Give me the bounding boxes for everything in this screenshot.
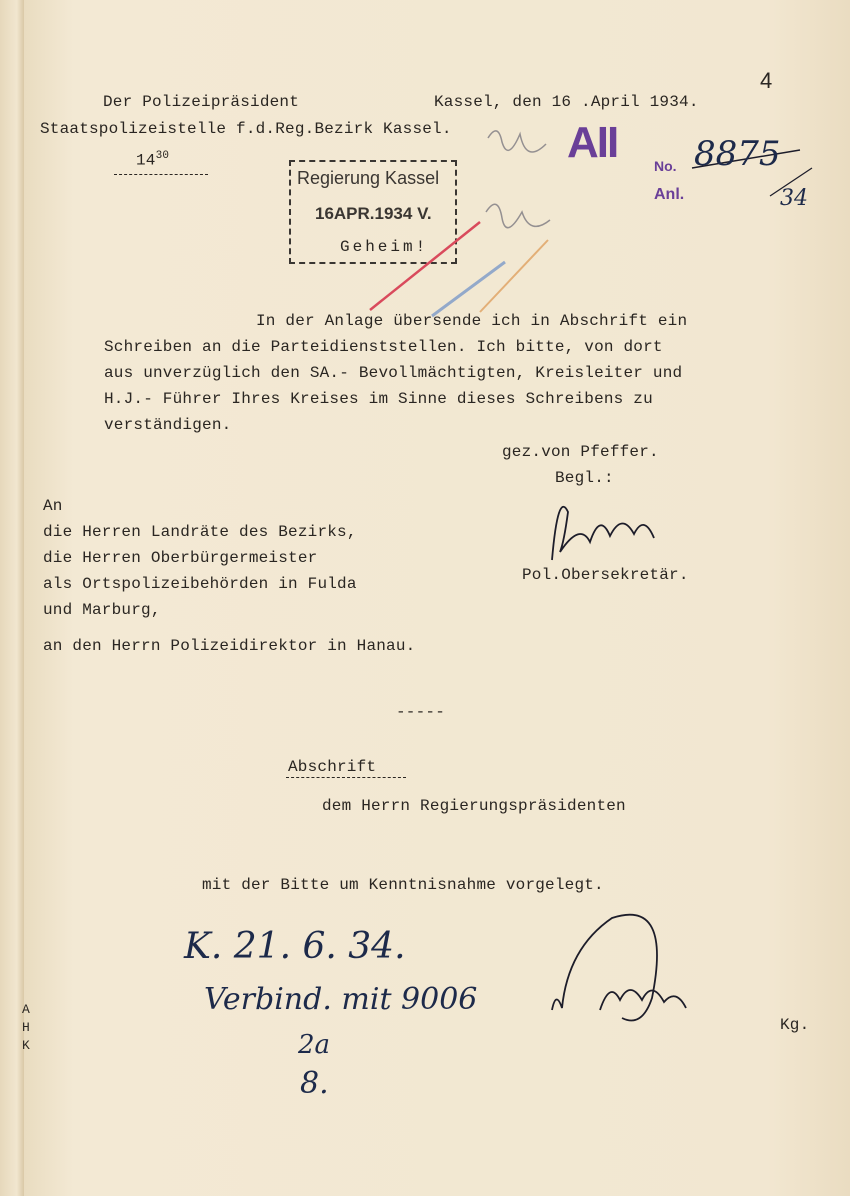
section-divider: -----: [396, 703, 446, 721]
registry-year: 34: [780, 186, 808, 211]
handwritten-note-4: 8.: [300, 1066, 329, 1101]
copy-request: mit der Bitte um Kenntnisnahme vorgelegt.: [202, 876, 604, 894]
page-number: 4: [760, 68, 773, 93]
signer-title: Pol.Obersekretär.: [522, 566, 689, 584]
pencil-initials-1: [488, 131, 546, 152]
sender-title: Der Polizeipräsident: [103, 93, 300, 111]
margin-letter-h: H: [22, 1020, 31, 1035]
recipient-line-4: als Ortspolizeibehörden in Fulda: [43, 575, 357, 593]
signature-begl: [552, 507, 654, 560]
body-line-3: aus unverzüglich den SA.- Bevollmächtigten, Kreisleiter und: [104, 364, 683, 382]
blue-pencil-stroke: [432, 262, 505, 316]
body-line-1: In der Anlage übersende ich in Abschrift ein: [256, 312, 688, 330]
certified-label: Begl.:: [555, 469, 614, 487]
red-pencil-stroke: [370, 222, 480, 310]
stamp-line-2: 16APR.1934 V.: [315, 204, 432, 223]
registry-code: AII: [567, 118, 618, 167]
recipient-line-2: die Herren Landräte des Bezirks,: [43, 523, 357, 541]
copy-heading-rule: [286, 777, 406, 778]
reference-number: $14^{30}$: [136, 150, 170, 170]
signed-by: gez.von Pfeffer.: [502, 443, 659, 461]
copy-addressee: dem Herrn Regierungspräsidenten: [322, 797, 626, 815]
handwritten-note-2: Verbind. mit 9006: [204, 982, 478, 1017]
recipient-line-5: und Marburg,: [43, 601, 161, 619]
handwritten-note-1: K. 21. 6. 34.: [184, 926, 406, 967]
recipient-line-7: an den Herrn Polizeidirektor in Hanau.: [43, 637, 416, 655]
body-line-5: verständigen.: [104, 416, 232, 434]
stamp-line-1: Regierung Kassel: [297, 168, 440, 188]
handwritten-note-3: 2a: [298, 1030, 331, 1060]
office-line: Staatspolizeistelle f.d.Reg.Bezirk Kassel.: [40, 120, 452, 138]
body-line-2: Schreiben an die Parteidienststellen. Ich bitte, von dort: [104, 338, 663, 356]
margin-letter-a: A: [22, 1002, 31, 1017]
margin-letter-k: K: [22, 1038, 31, 1053]
recipient-line-3: die Herren Oberbürgermeister: [43, 549, 318, 567]
place-date: Kassel, den 16 .April 1934.: [434, 93, 699, 111]
copy-heading: Abschrift: [288, 758, 377, 776]
orange-pencil-stroke: [480, 240, 548, 312]
body-line-4: H.J.- Führer Ihres Kreises im Sinne dieses Schreibens zu: [104, 390, 653, 408]
registry-anl-label: Anl.: [654, 186, 685, 203]
stamp-line-3: Geheim!: [340, 238, 429, 256]
pencil-initials-2: [486, 204, 550, 227]
recipient-line-1: An: [43, 497, 63, 515]
registry-no-label: No.: [654, 158, 677, 174]
typist-initials: Kg.: [780, 1016, 810, 1034]
signature-pfeffer: [552, 915, 686, 1021]
registry-number: 8875: [694, 134, 781, 174]
